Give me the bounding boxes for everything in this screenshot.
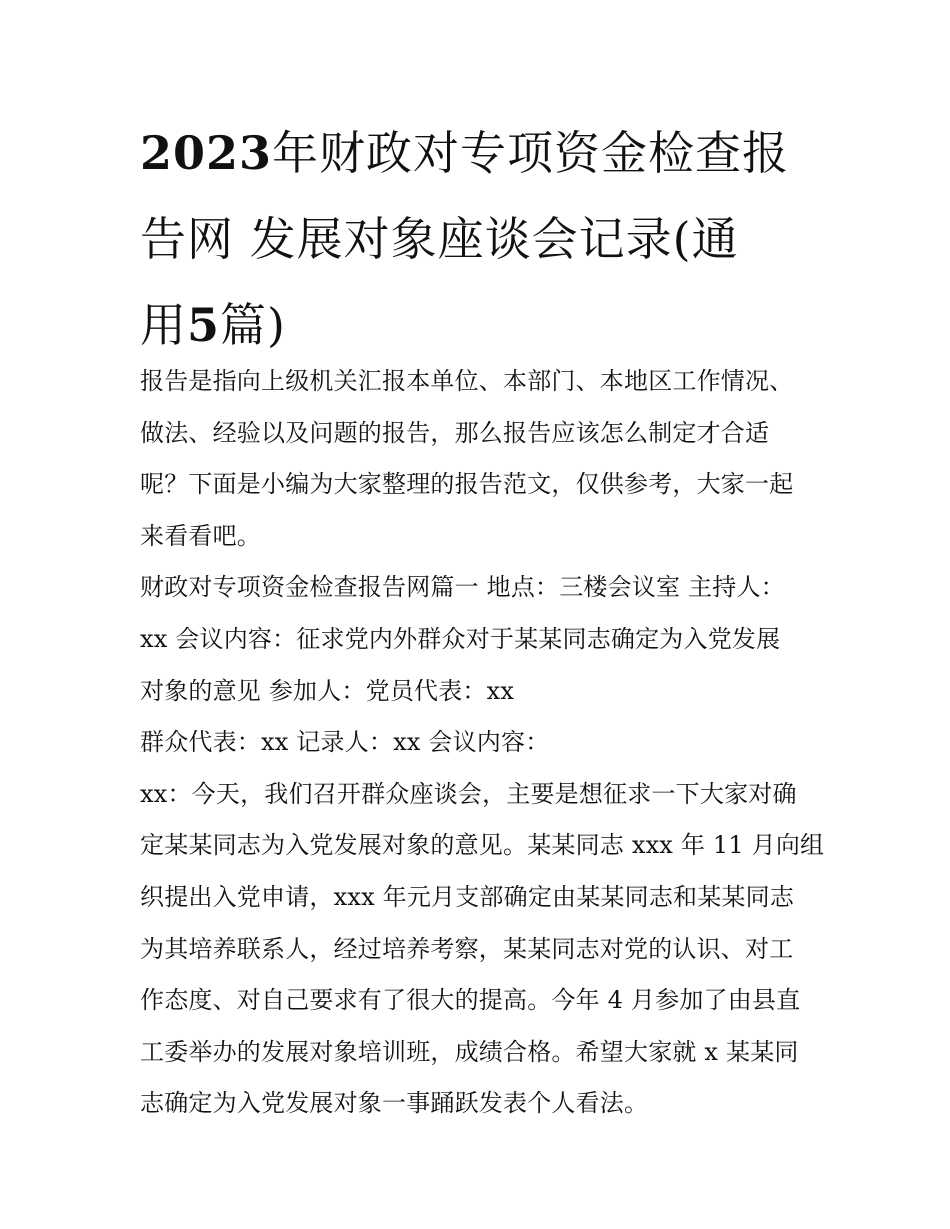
body-line-1: 报告是指向上级机关汇报本单位、本部门、本地区工作情况、 [140, 367, 794, 395]
body-line-11: 织提出入党申请，xxx 年元月支部确定由某某同志和某某同志 [140, 882, 795, 911]
body-line-10: 定某某同志为入党发展对象的意见。某某同志 xxx 年 11 月向组 [140, 831, 825, 860]
title-line-3: 用5篇) [140, 298, 286, 352]
body-line-13: 作态度、对自己要求有了很大的提高。今年 4 月参加了由县直 [140, 986, 801, 1015]
body-line-7: 对象的意见 参加人：党员代表：xx [140, 676, 515, 705]
body-line-6: xx 会议内容：征求党内外群众对于某某同志确定为入党发展 [140, 624, 781, 653]
title-line-2: 告网 发展对象座谈会记录(通 [140, 212, 739, 266]
body-line-5: 财政对专项资金检查报告网篇一 地点：三楼会议室 主持人： [140, 573, 785, 602]
body-line-2: 做法、经验以及问题的报告，那么报告应该怎么制定才合适 [140, 418, 770, 447]
document-title [140, 110, 820, 368]
title-line-1: 2023年财政对专项资金检查报 [140, 126, 790, 180]
body-line-14: 工委举办的发展对象培训班，成绩合格。希望大家就 x 某某同 [140, 1037, 799, 1066]
document-body [140, 356, 830, 1130]
body-line-9: xx：今天，我们召开群众座谈会，主要是想征求一下大家对确 [140, 779, 797, 808]
body-line-3: 呢？下面是小编为大家整理的报告范文，仅供参考，大家一起 [140, 470, 794, 499]
body-line-8: 群众代表：xx 记录人：xx 会议内容： [140, 728, 550, 757]
body-line-12: 为其培养联系人，经过培养考察，某某同志对党的认识、对工 [140, 934, 794, 963]
body-line-4: 来看看吧。 [140, 521, 261, 550]
body-line-15: 志确定为入党发展对象一事踊跃发表个人看法。 [140, 1089, 649, 1118]
